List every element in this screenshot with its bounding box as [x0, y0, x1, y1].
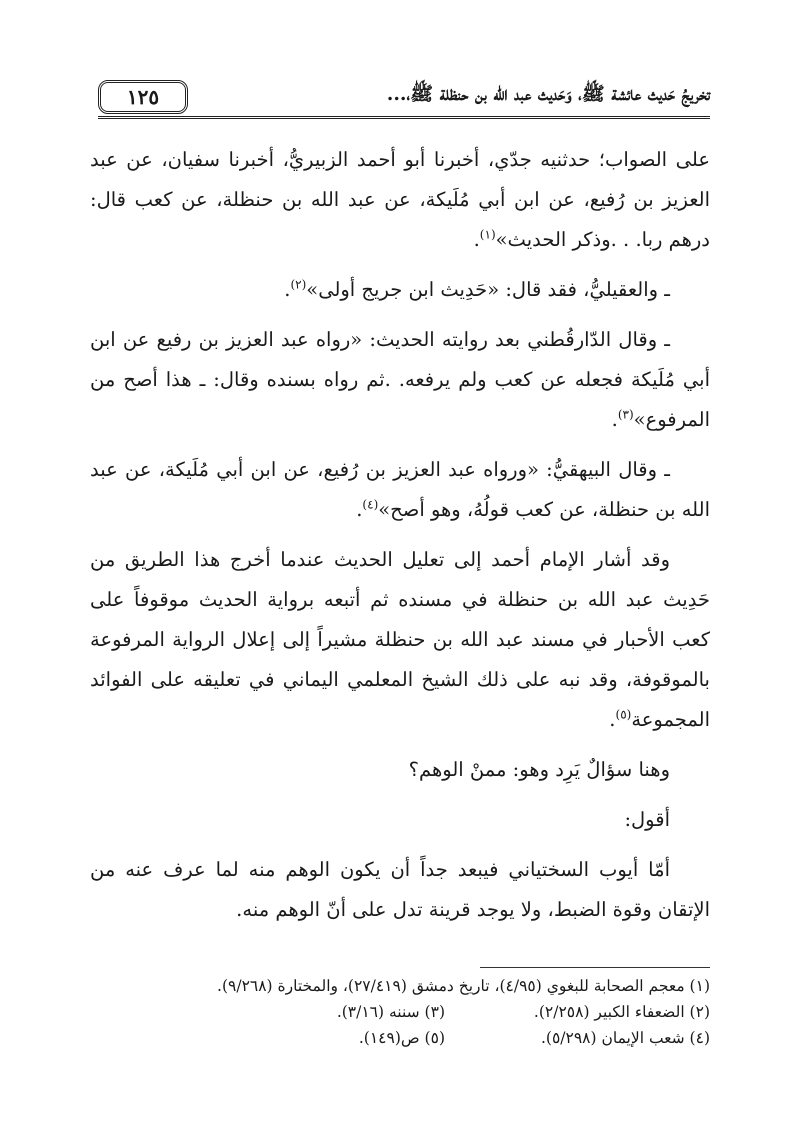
header-rule — [98, 116, 710, 119]
paragraph: أمّا أيوب السختياني فيبعد جداً أن يكون الوهم منه لما عرف عنه من الإتقان وقوة الضبط، ولا يوجد قرينة تدل على أنّ الوهم منه. — [90, 858, 710, 921]
footnote-ref: (٤) — [362, 497, 379, 512]
footnote-3: (٣) سننه (٣/١٦). — [336, 1003, 445, 1021]
paragraph: أقول: — [624, 808, 670, 831]
paragraph: ـ والعقيليُّ، فقد قال: «حَدِيث ابن جريج أولى»$^{(٢)}$. — [284, 277, 670, 301]
main-text — [90, 140, 710, 930]
footnote-5: (٥) ص(١٤٩). — [358, 1029, 445, 1047]
footnote-2: (٢) الضعفاء الكبير (٢/٢٥٨). — [533, 1003, 710, 1021]
running-header — [98, 80, 710, 114]
header-title: تخريجُ حَديث عائشة ﷺ، وَحَديث عبد الله بن حنظلة ﷺ،... — [386, 83, 710, 105]
footnote-rule — [480, 967, 710, 968]
footnote-line — [90, 973, 710, 999]
footnote-1: (١) معجم الصحابة للبغوي (٤/٩٥)، تاريخ دمشق (٢٧/٤١٩)، والمختارة (٩/٢٦٨). — [217, 977, 710, 995]
footnote-ref: (٢) — [290, 277, 307, 292]
paragraph: على الصواب؛ حدثنيه جدّي، أخبرنا أبو أحمد الزبيريُّ، أخبرنا سفيان، عن عبد العزيز بن رُفيع، عن ابن أبي مُلَيكة، عن عبد الله بن حنظلة، عن كعب قال: درهم ربا. . .وذكر الحديث»$^{(١)}$. — [90, 148, 710, 251]
footnote-line — [90, 999, 710, 1025]
footnotes — [90, 973, 710, 1051]
paragraph: ـ وقال الدّارقُطني بعد روايته الحديث: «رواه عبد العزيز بن رفيع عن ابن أبي مُلَيكة فجعله عن كعب ولم يرفعه. .ثم رواه بسنده وقال: ـ هذا أصح من المرفوع»$^{(٣)}$. — [90, 328, 710, 431]
footnote-ref: (٣) — [617, 407, 634, 422]
paragraph: وهنا سؤالٌ يَرِد وهو: ممنْ الوهم؟ — [408, 758, 670, 781]
footnote-line — [90, 1025, 710, 1051]
paragraph: ـ وقال البيهقيُّ: «ورواه عبد العزيز بن رُفيع، عن ابن أبي مُلَيكة، عن عبد الله بن حنظلة، عن كعب قولُهُ، وهو أصح»$^{(٤)}$. — [90, 458, 710, 521]
page-number: ١٢٥ — [98, 80, 188, 114]
footnote-ref: (١) — [479, 227, 496, 242]
paragraph: وقد أشار الإمام أحمد إلى تعليل الحديث عندما أخرج هذا الطريق من حَدِيث عبد الله بن حنظلة في مسنده ثم أتبعه برواية الحديث موقوفاً على كعب الأحبار في مسند عبد الله بن حنظلة مشيراً إلى إعلال الرواية المرفوعة بالموقوفة، وقد نبه على ذلك الشيخ المعلمي اليماني في تعليقه على الفوائد المجموعة$^{(٥)}$. — [90, 548, 710, 731]
footnote-ref: (٥) — [615, 707, 632, 722]
footnote-4: (٤) شعب الإيمان (٥/٢٩٨). — [541, 1029, 710, 1047]
